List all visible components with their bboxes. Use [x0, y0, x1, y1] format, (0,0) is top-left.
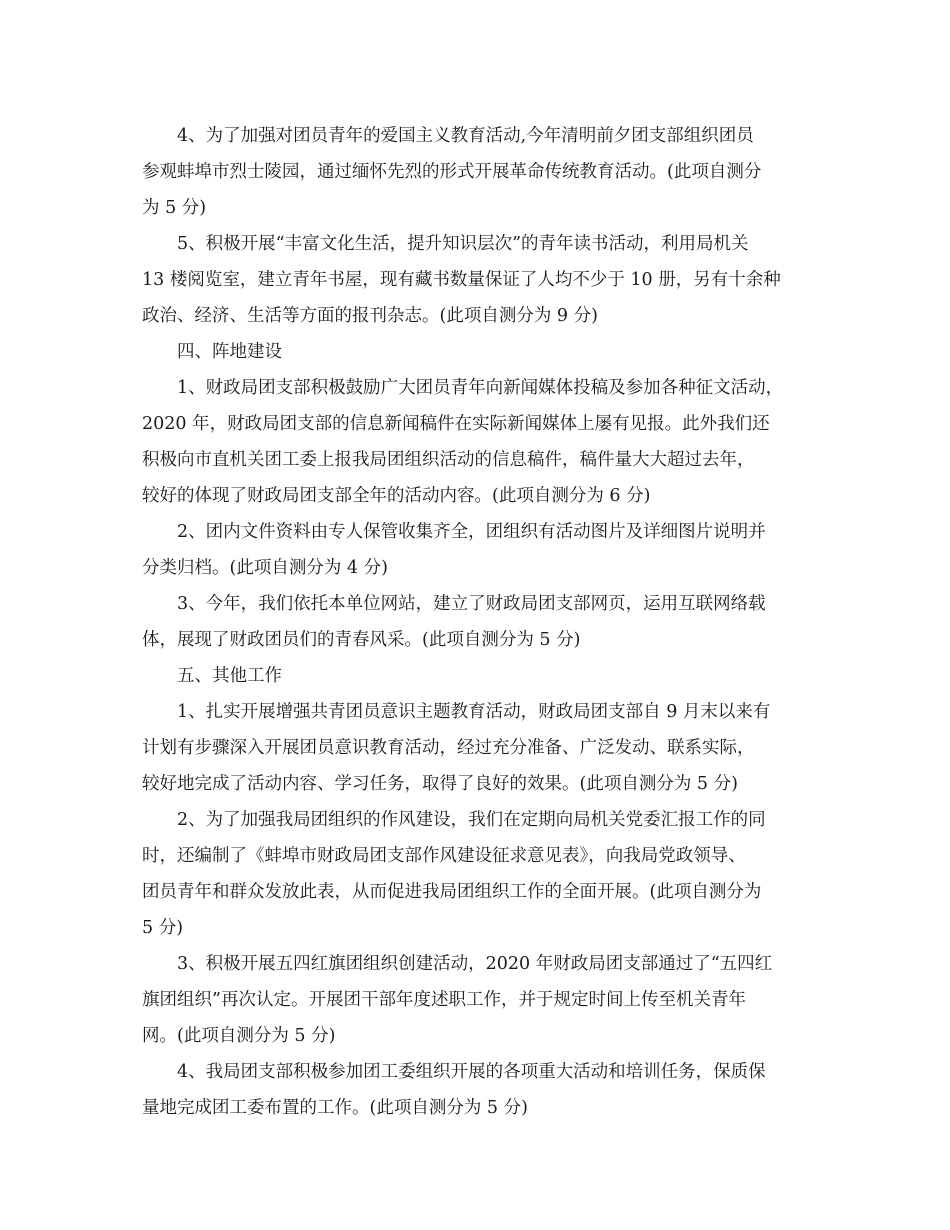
section5-item4-line-2: 量地完成团工委布置的工作。(此项自测分为 5 分) — [142, 1098, 528, 1118]
section-heading-position-building: 四、阵地建设 — [177, 342, 282, 362]
section5-item2-line-1: 2、为了加强我局团组织的作风建设，我们在定期向局机关党委汇报工作的同 — [177, 810, 766, 830]
section5-item3-line-3: 网。(此项自测分为 5 分) — [142, 1026, 336, 1046]
section4-item3-line-2: 体，展现了财政团员们的青春风采。(此项自测分为 5 分) — [142, 630, 581, 650]
section5-item1-line-1: 1、扎实开展增强共青团员意识主题教育活动，财政局团支部自 9 月末以来有 — [177, 702, 771, 722]
section4-item1-line-4: 较好的体现了财政局团支部全年的活动内容。(此项自测分为 6 分) — [142, 486, 651, 506]
paragraph-5-line-2: 13 楼阅览室，建立青年书屋，现有藏书数量保证了人均不少于 10 册，另有十余种 — [142, 270, 781, 290]
section5-item3-line-2: 旗团组织”再次认定。开展团干部年度述职工作，并于规定时间上传至机关青年 — [142, 990, 746, 1010]
section4-item2-line-1: 2、团内文件资料由专人保管收集齐全，团组织有活动图片及详细图片说明并 — [177, 522, 766, 542]
section5-item2-line-2: 时，还编制了《蚌埠市财政局团支部作风建设征求意见表》，向我局党政领导、 — [142, 846, 746, 866]
section5-item4-line-1: 4、我局团支部积极参加团工委组织开展的各项重大活动和培训任务，保质保 — [177, 1062, 766, 1082]
section4-item2-line-2: 分类归档。(此项自测分为 4 分) — [142, 558, 388, 578]
paragraph-4-line-3: 为 5 分) — [142, 198, 207, 218]
paragraph-4-line-2: 参观蚌埠市烈士陵园，通过缅怀先烈的形式开展革命传统教育活动。(此项自测分 — [142, 162, 762, 182]
section4-item3-line-1: 3、今年，我们依托本单位网站，建立了财政局团支部网页，运用互联网络载 — [177, 594, 766, 614]
section5-item2-line-3: 团员青年和群众发放此表，从而促进我局团组织工作的全面开展。(此项自测分为 — [142, 882, 762, 902]
section5-item1-line-2: 计划有步骤深入开展团员意识教育活动，经过充分准备、广泛发动、联系实际， — [142, 738, 755, 758]
section4-item1-line-3: 积极向市直机关团工委上报我局团组织活动的信息稿件，稿件量大大超过去年， — [142, 450, 755, 470]
section4-item1-line-1: 1、财政局团支部积极鼓励广大团员青年向新闻媒体投稿及参加各种征文活动， — [177, 378, 784, 398]
paragraph-5-line-3: 政治、经济、生活等方面的报刊杂志。(此项自测分为 9 分) — [142, 306, 598, 326]
section5-item3-line-1: 3、积极开展五四红旗团组织创建活动，2020 年财政局团支部通过了“五四红 — [177, 954, 773, 974]
section4-item1-line-2: 2020 年，财政局团支部的信息新闻稿件在实际新闻媒体上屡有见报。此外我们还 — [142, 414, 770, 434]
section5-item2-line-4: 5 分) — [142, 918, 184, 938]
section-heading-other-work: 五、其他工作 — [177, 666, 282, 686]
paragraph-4-line-1: 4、为了加强对团员青年的爱国主义教育活动,今年清明前夕团支部组织团员 — [177, 126, 754, 146]
paragraph-5-line-1: 5、积极开展“丰富文化生活，提升知识层次”的青年读书活动，利用局机关 — [177, 234, 749, 254]
document-body — [142, 118, 808, 1126]
section5-item1-line-3: 较好地完成了活动内容、学习任务，取得了良好的效果。(此项自测分为 5 分) — [142, 774, 738, 794]
